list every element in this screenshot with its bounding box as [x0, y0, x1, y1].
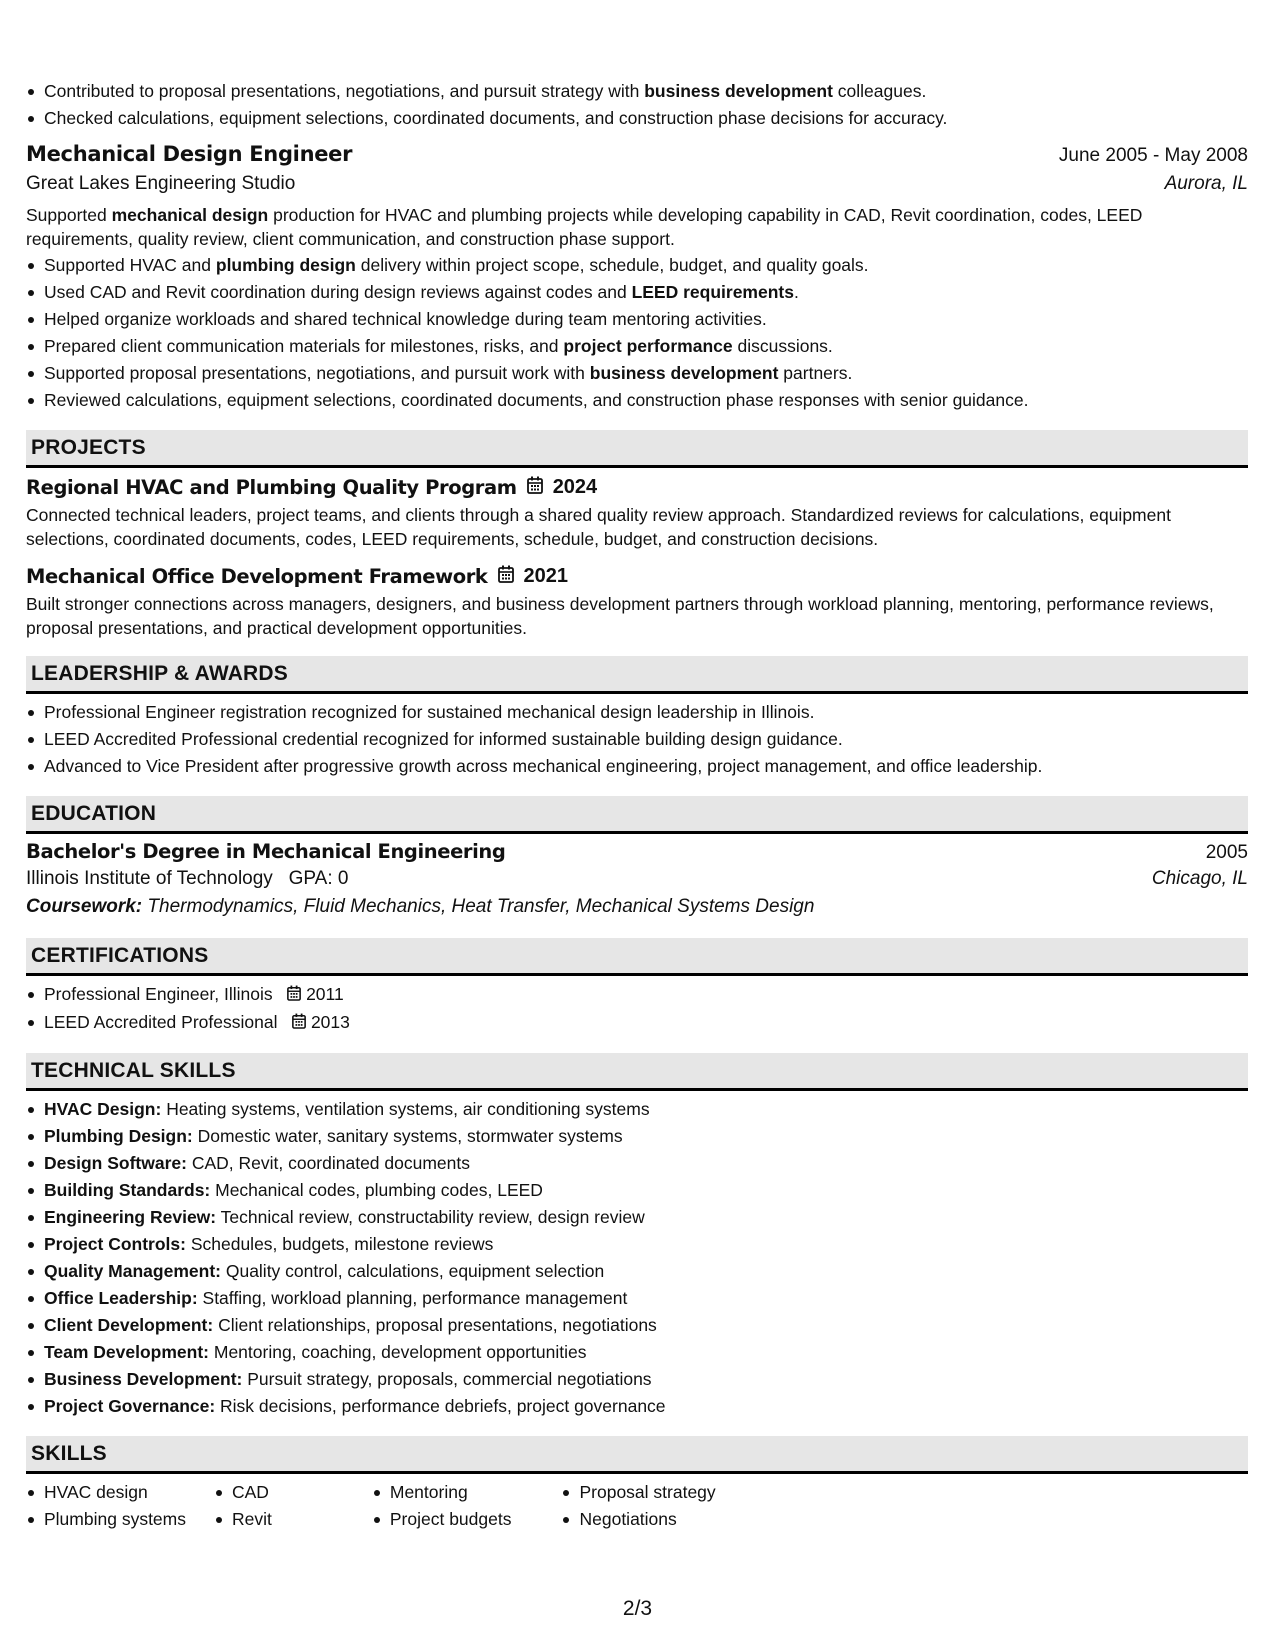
job-company: Great Lakes Engineering Studio: [26, 173, 296, 194]
section-heading-education: EDUCATION: [26, 796, 1248, 834]
list-item: Project Governance: Risk decisions, performance debriefs, project governance: [26, 1393, 1248, 1420]
technical-skills-list: [26, 1096, 1248, 1420]
previous-job-bullets: [26, 78, 1248, 132]
list-item: Business Development: Pursuit strategy, proposals, commercial negotiations: [26, 1366, 1248, 1393]
project-entry: [26, 565, 1248, 640]
coursework: [26, 896, 1248, 918]
list-item: Project Controls: Schedules, budgets, milestone reviews: [26, 1231, 1248, 1258]
calendar-icon: [527, 476, 543, 499]
leadership-list: [26, 699, 1248, 780]
list-item: Prepared client communication materials for milestones, risks, and project performance discussions.: [26, 333, 1248, 360]
list-item: Plumbing Design: Domestic water, sanitary systems, stormwater systems: [26, 1123, 1248, 1150]
list-item: HVAC Design: Heating systems, ventilation systems, air conditioning systems: [26, 1096, 1248, 1123]
section-heading-projects: PROJECTS: [26, 430, 1248, 468]
list-item: Negotiations: [561, 1506, 715, 1533]
list-item: HVAC design: [26, 1479, 186, 1506]
job-bullets: [26, 252, 1248, 414]
job-location: Aurora, IL: [1164, 173, 1248, 194]
list-item: Building Standards: Mechanical codes, plumbing codes, LEED: [26, 1177, 1248, 1204]
job-title: Mechanical Design Engineer: [26, 142, 353, 166]
list-item: Checked calculations, equipment selections, coordinated documents, and construction phase decisions for accuracy.: [26, 105, 1248, 132]
skills-column: [214, 1479, 272, 1533]
list-item: Professional Engineer registration recognized for sustained mechanical design leadership in Illinois.: [26, 699, 1248, 726]
school-line: [26, 868, 348, 890]
list-item: LEED Accredited Professional credential recognized for informed sustainable building design guidance.: [26, 726, 1248, 753]
coursework-list: Thermodynamics, Fluid Mechanics, Heat Transfer, Mechanical Systems Design: [142, 896, 815, 917]
project-year: 2021: [523, 565, 569, 587]
job-entry: [26, 142, 1248, 414]
skills-column: [26, 1479, 186, 1533]
project-description: Built stronger connections across managers, designers, and business development partners through workload planning, mentoring, performance reviews, proposal presentations, and practical development opportunities.: [26, 594, 1214, 638]
skills-columns: [26, 1479, 1248, 1533]
project-entry: [26, 476, 1248, 551]
certifications-list: [26, 981, 1248, 1037]
skills-column: [561, 1479, 715, 1533]
list-item: [26, 981, 1248, 1009]
project-year: 2024: [552, 476, 598, 498]
section-heading-certifications: CERTIFICATIONS: [26, 938, 1248, 976]
list-item: Client Development: Client relationships, proposal presentations, negotiations: [26, 1312, 1248, 1339]
gpa: GPA: 0: [288, 868, 349, 889]
certification-name: LEED Accredited Professional: [44, 1011, 278, 1032]
list-item: Office Leadership: Staffing, workload planning, performance management: [26, 1285, 1248, 1312]
education-entry: [26, 840, 1248, 918]
list-item: [26, 1009, 1248, 1037]
coursework-label: Coursework:: [26, 896, 143, 917]
calendar-icon: [498, 565, 514, 588]
job-summary: Supported mechanical design production for HVAC and plumbing projects while developing capability in CAD, Revit coordination, codes, LEED requirements, quality review, client communication, and construction phase support.: [26, 205, 1143, 249]
calendar-icon: [292, 1010, 306, 1037]
degree-title: Bachelor's Degree in Mechanical Engineering: [26, 840, 506, 863]
list-item: Supported proposal presentations, negotiations, and pursuit work with business development partners.: [26, 360, 1248, 387]
project-title: Mechanical Office Development Framework: [26, 565, 488, 588]
certification-year: 2011: [306, 984, 344, 1004]
list-item: Proposal strategy: [561, 1479, 715, 1506]
list-item: Helped organize workloads and shared technical knowledge during team mentoring activities.: [26, 306, 1248, 333]
project-description: Connected technical leaders, project teams, and clients through a shared quality review approach. Standardized reviews for calculations, equipment selections, coordinated documents, codes, LEED requirements, schedule, budget, and construction decisions.: [26, 505, 1171, 549]
list-item: Team Development: Mentoring, coaching, development opportunities: [26, 1339, 1248, 1366]
list-item: Quality Management: Quality control, calculations, equipment selection: [26, 1258, 1248, 1285]
certification-name: Professional Engineer, Illinois: [44, 984, 273, 1004]
list-item: Plumbing systems: [26, 1506, 186, 1533]
list-item: Supported HVAC and plumbing design delivery within project scope, schedule, budget, and quality goals.: [26, 252, 1248, 279]
skills-column: [372, 1479, 512, 1533]
job-dates: June 2005 - May 2008: [1058, 145, 1248, 166]
calendar-icon: [287, 982, 301, 1009]
list-item: Engineering Review: Technical review, constructability review, design review: [26, 1204, 1248, 1231]
education-year: 2005: [1205, 842, 1248, 863]
page-number: 2/3: [622, 1597, 653, 1620]
project-title: Regional HVAC and Plumbing Quality Program: [26, 476, 517, 499]
section-heading-leadership: LEADERSHIP & AWARDS: [26, 656, 1248, 694]
list-item: Contributed to proposal presentations, negotiations, and pursuit strategy with business development colleagues.: [26, 78, 1248, 105]
resume-page: [26, 78, 1248, 1533]
list-item: Design Software: CAD, Revit, coordinated documents: [26, 1150, 1248, 1177]
list-item: Project budgets: [372, 1506, 512, 1533]
certification-year: 2013: [310, 1011, 350, 1032]
list-item: Revit: [214, 1506, 272, 1533]
section-heading-skills: SKILLS: [26, 1436, 1248, 1474]
section-heading-technical-skills: TECHNICAL SKILLS: [26, 1053, 1248, 1091]
list-item: Reviewed calculations, equipment selections, coordinated documents, and construction phase responses with senior guidance.: [26, 387, 1248, 414]
list-item: Advanced to Vice President after progressive growth across mechanical engineering, project management, and office leadership.: [26, 753, 1248, 780]
list-item: Mentoring: [372, 1479, 512, 1506]
list-item: CAD: [214, 1479, 272, 1506]
school-location: Chicago, IL: [1151, 868, 1248, 889]
school-name: Illinois Institute of Technology: [26, 868, 273, 889]
list-item: Used CAD and Revit coordination during design reviews against codes and LEED requirements.: [26, 279, 1248, 306]
